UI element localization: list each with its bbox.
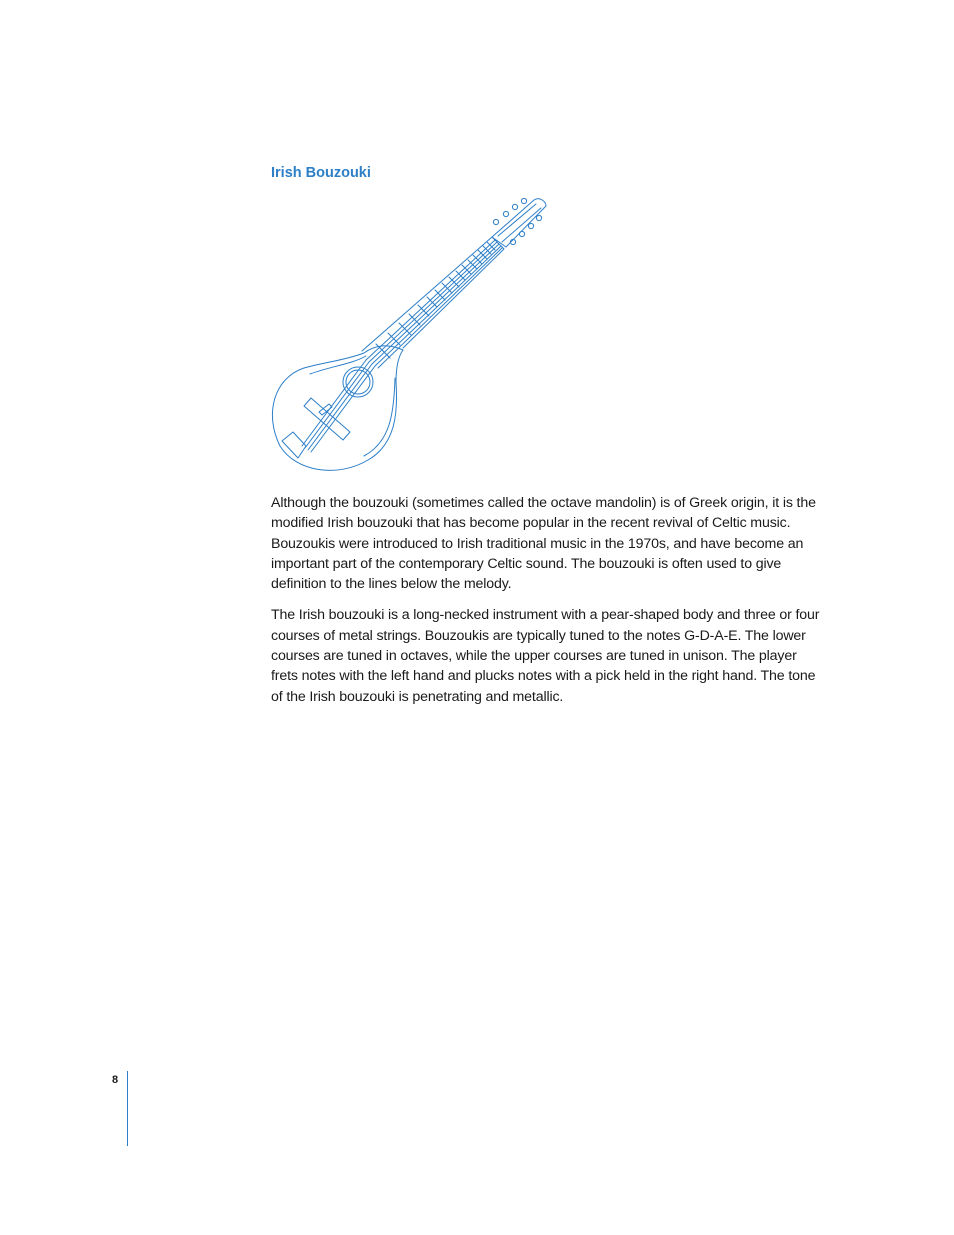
paragraph-origin: Although the bouzouki (sometimes called the octave mandolin) is of Greek origin, it is the modified Irish bouzouki that has become popular in the recent revival of Celtic music. Bouzoukis were introduced to Irish traditional music in the 1970s, and have become an important part of the contemporary Celtic sound. The bouzouki is often used to give definition to the lines below the melody.	[271, 495, 816, 593]
article-body	[271, 493, 821, 718]
bouzouki-icon	[266, 192, 556, 482]
page-margin-rule	[127, 1071, 128, 1146]
paragraph-description: The Irish bouzouki is a long-necked instrument with a pear-shaped body and three or four courses of metal strings. Bouzoukis are typically tuned to the notes G-D-A-E. The lower courses are tuned in octaves, while the upper courses are tuned in unison. The player frets notes with the left hand and plucks notes with a pick held in the right hand. The tone of the Irish bouzouki is penetrating and metallic.	[271, 607, 820, 705]
bouzouki-illustration	[266, 192, 556, 482]
page-number: 8	[112, 1074, 119, 1086]
section-title: Irish Bouzouki	[271, 165, 371, 181]
